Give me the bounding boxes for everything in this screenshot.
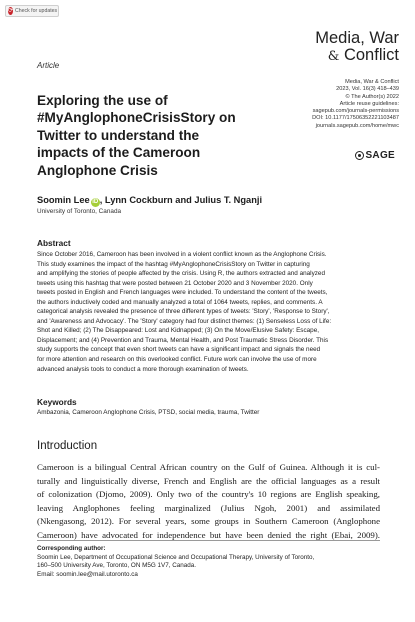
publisher-name: SAGE [365,150,395,161]
sage-icon [355,151,364,160]
orcid-icon[interactable]: iD [92,199,99,205]
meta-journal: Media, War & Conflict [345,79,399,85]
abstract-line: advanced analysis tools to conduct a more thorough examination of tweets. [37,365,249,373]
meta-permissions-link[interactable]: sagepub.com/journals-permissions [312,108,399,115]
intro-line: of colonization (Djomo, 2009). Only two of the country's 10 regions are English speaking, [37,489,380,500]
abstract-line: tweets using this hashtag that were posted between 21 October 2020 and 3 November 2020. Only [37,279,313,287]
abstract-line: Shot and Killed; (2) The Disappeared: Lost and Kidnapped; (3) On the Move/Elusive Safety: Escape, [37,327,319,335]
intro-line: leaving Anglophones feeling marginalized (Julius Ngoh, 2001) and assimilated [37,502,380,513]
abstract-line: Since October 2016, Cameroon has been involved in a violent conflict known as the Anglophone Crisis. [37,251,327,258]
abstract-body [37,250,380,374]
author-affiliation: University of Toronto, Canada [37,208,122,215]
check-for-updates-badge[interactable] [5,5,59,17]
intro-line: Cameroon) have advocated for independence but have been denied the right (Ebai, 2009). [37,529,380,540]
intro-line: (Nkengasong, 2012). For several years, some groups in Southern Cameroon (Anglophone [37,516,380,527]
abstract-line: This study examines the impact of the hashtag #MyAnglophoneCrisisStory on Twitter in capturing [37,260,310,268]
abstract-line: categorical analysis revealed the presence of three different types of tweets: 'Story', 'Response to Story', [37,308,330,316]
author-list [37,195,262,207]
meta-volume: 2023, Vol. 16(3) 418–439 [336,86,399,93]
corresponding-email[interactable]: Email: soomin.lee@mail.utoronto.ca [37,570,138,578]
author-first: Soomin Lee [37,195,90,205]
publication-meta [269,79,399,130]
meta-doi[interactable]: DOI: 10.1177/17506352221103487 [312,115,399,122]
meta-copyright: © The Author(s) 2022 [345,93,399,100]
badge-label: Check for updates [15,8,58,14]
abstract-heading: Abstract [37,238,71,248]
meta-reuse-heading: Article reuse guidelines: [339,100,399,107]
article-type-label: Article [37,61,60,70]
article-title: Exploring the use of #MyAnglophoneCrisisStory on Twitter to understand the impacts of the Cameroon Anglophone Crisis [37,93,236,178]
update-icon: ⟳ [8,8,14,14]
publisher-logo [355,150,395,161]
corresponding-address-2: 160–500 University Ave, Toronto, ON M5G 1V7, Canada. [37,562,197,570]
journal-name-line1: Media, War [315,29,399,47]
corresponding-author [37,545,380,579]
intro-line: Cameroon is a bilingual Central African country on the Gulf of Guinea. Although it is cul- [37,462,380,472]
corresponding-address: Soomin Lee, Department of Occupational Science and Occupational Therapy, University of Toronto, [37,553,315,561]
keywords-list: Ambazonia, Cameroon Anglophone Crisis, PTSD, social media, trauma, Twitter [37,409,260,416]
introduction-heading: Introduction [37,440,98,452]
abstract-line: Displacement; and (4) Prevention and Trauma, Mental Health, and Post Traumatic Stress Disorder. This [37,336,329,344]
journal-name-line2: & Conflict [327,46,399,64]
introduction-body [37,461,380,543]
abstract-line: and 'Awareness and Advocacy'. The 'Story' category had four distinct themes: (1) Senseless Loss of Life: [37,317,332,325]
footnote-divider [37,540,380,541]
journal-logo [315,30,399,65]
abstract-line: study supports the concept that even short tweets can have a significant impact and signals the need [37,346,321,354]
corresponding-heading: Corresponding author: [37,545,106,552]
keywords-heading: Keywords [37,397,77,407]
abstract-line: the authors inductively coded and manually analyzed a total of 1064 tweets, replies, and comments. A [37,298,323,306]
intro-line: turally and linguistically diverse, French and English are the official languages as a result [37,475,380,486]
abstract-line: for more attention and research on this overlooked conflict. Future work can involve the use of more [37,356,317,364]
meta-journal-link[interactable]: journals.sagepub.com/home/mwc [315,122,399,129]
abstract-line: tweets posted in English and French languages were included. To understand the content of the tweets, [37,289,328,297]
author-rest: , Lynn Cockburn and Julius T. Nganji [99,195,263,205]
abstract-line: and amplifying the stories of people affected by the crisis. Using R, the authors extracted and analyzed [37,270,325,278]
